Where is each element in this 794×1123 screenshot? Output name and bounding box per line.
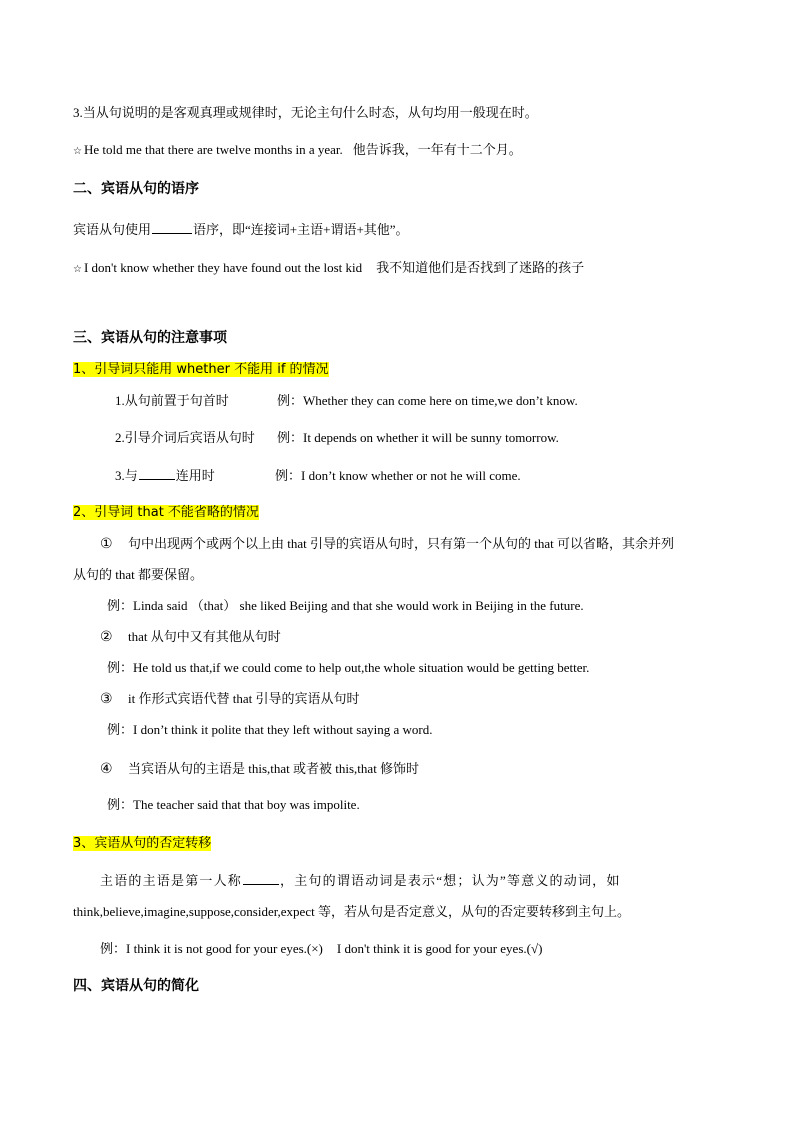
example-chinese: 他告诉我，一年有十二个月。 bbox=[352, 142, 522, 157]
case-text: it 作形式宾语代替 that 引导的宾语从句时 bbox=[128, 691, 360, 706]
circled-number-icon: ③ bbox=[100, 691, 113, 707]
word-order-rule-suffix: 语序，即“连接词+主语+谓语+其他”。 bbox=[193, 222, 409, 237]
case-example: 例：I don’t know whether or not he will come. bbox=[275, 468, 521, 483]
that-case-4 bbox=[100, 760, 419, 778]
word-order-rule bbox=[73, 220, 409, 239]
that-case-1 bbox=[100, 535, 674, 553]
case-text: that 从句中又有其他从句时 bbox=[128, 629, 281, 644]
negation-rule-continued: think,believe,imagine,suppose,consider,expect 等，若从句是否定意义，从句的否定要转移到主句上。 bbox=[73, 904, 630, 919]
star-icon: ☆ bbox=[73, 146, 82, 157]
case-label: 2.引导介词后宾语从句时 bbox=[115, 430, 255, 445]
that-case-2-example: 例：He told us that,if we could come to help out,the whole situation would be getting better. bbox=[107, 660, 590, 675]
fill-blank[interactable] bbox=[152, 220, 192, 234]
circled-number-icon: ④ bbox=[100, 761, 113, 777]
that-case-1-example: 例：Linda said （that） she liked Beijing and that she would work in Beijing in the future. bbox=[107, 598, 584, 613]
that-case-4-example: 例：The teacher said that that boy was impolite. bbox=[107, 797, 360, 812]
wrong-example: 例：I think it is not good for your eyes.(×) bbox=[100, 941, 323, 956]
negation-rule-suffix: ，主句的谓语动词是表示“想；认为”等意义的动词，如 bbox=[280, 873, 621, 888]
highlighted-title: 2、引导词 that 不能省略的情况 bbox=[73, 505, 259, 520]
whether-case-3 bbox=[115, 466, 521, 485]
section-heading-simplification: 四、宾语从句的简化 bbox=[73, 978, 199, 994]
that-case-2 bbox=[100, 628, 281, 646]
case-label: 1.从句前置于句首时 bbox=[115, 393, 229, 408]
whether-case-1 bbox=[115, 392, 578, 410]
that-case-3 bbox=[100, 690, 359, 708]
case-example: 例：Whether they can come here on time,we don’t know. bbox=[277, 393, 578, 408]
word-order-rule-prefix: 宾语从句使用 bbox=[73, 222, 152, 237]
circled-number-icon: ② bbox=[100, 629, 113, 645]
negation-rule-prefix: 主语的主语是第一人称 bbox=[100, 873, 243, 888]
subsection-title-that bbox=[73, 503, 259, 522]
highlighted-title: 3、宾语从句的否定转移 bbox=[73, 836, 212, 851]
rule-3-text: 3.当从句说明的是客观真理或规律时，无论主句什么时态，从句均用一般现在时。 bbox=[73, 105, 538, 120]
subsection-title-whether bbox=[73, 360, 329, 379]
fill-blank[interactable] bbox=[139, 466, 175, 480]
example-english: He told me that there are twelve months in a year. bbox=[83, 142, 343, 157]
highlighted-title: 1、引导词只能用 whether 不能用 if 的情况 bbox=[73, 362, 329, 377]
that-case-3-example: 例：I don’t think it polite that they left without saying a word. bbox=[107, 722, 433, 737]
subsection-title-negation bbox=[73, 834, 211, 853]
that-case-1-continued: 从句的 that 都要保留。 bbox=[73, 567, 203, 582]
case-example: 例：It depends on whether it will be sunny tomorrow. bbox=[277, 430, 559, 445]
circled-number-icon: ① bbox=[100, 536, 113, 552]
example-word-order bbox=[73, 259, 584, 279]
case-label: 3.与 连用时 bbox=[115, 468, 215, 483]
case-text: 当宾语从句的主语是 this,that 或者被 this,that 修饰时 bbox=[128, 761, 420, 776]
example-objective-truth bbox=[73, 141, 522, 161]
negation-rule bbox=[100, 871, 621, 890]
case-text: 句中出现两个或两个以上由 that 引导的宾语从句时，只有第一个从句的 that 可以省略，其余并列 bbox=[128, 536, 674, 551]
negation-example bbox=[100, 940, 542, 958]
whether-case-2 bbox=[115, 429, 559, 447]
section-heading-notes: 三、宾语从句的注意事项 bbox=[73, 330, 227, 346]
star-icon: ☆ bbox=[73, 264, 82, 275]
correct-example: I don't think it is good for your eyes.(√) bbox=[336, 941, 543, 956]
example-english: I don't know whether they have found out the lost kid bbox=[83, 260, 363, 275]
example-chinese: 我不知道他们是否找到了迷路的孩子 bbox=[376, 260, 585, 275]
section-heading-word-order: 二、宾语从句的语序 bbox=[73, 181, 199, 197]
fill-blank[interactable] bbox=[243, 871, 279, 885]
